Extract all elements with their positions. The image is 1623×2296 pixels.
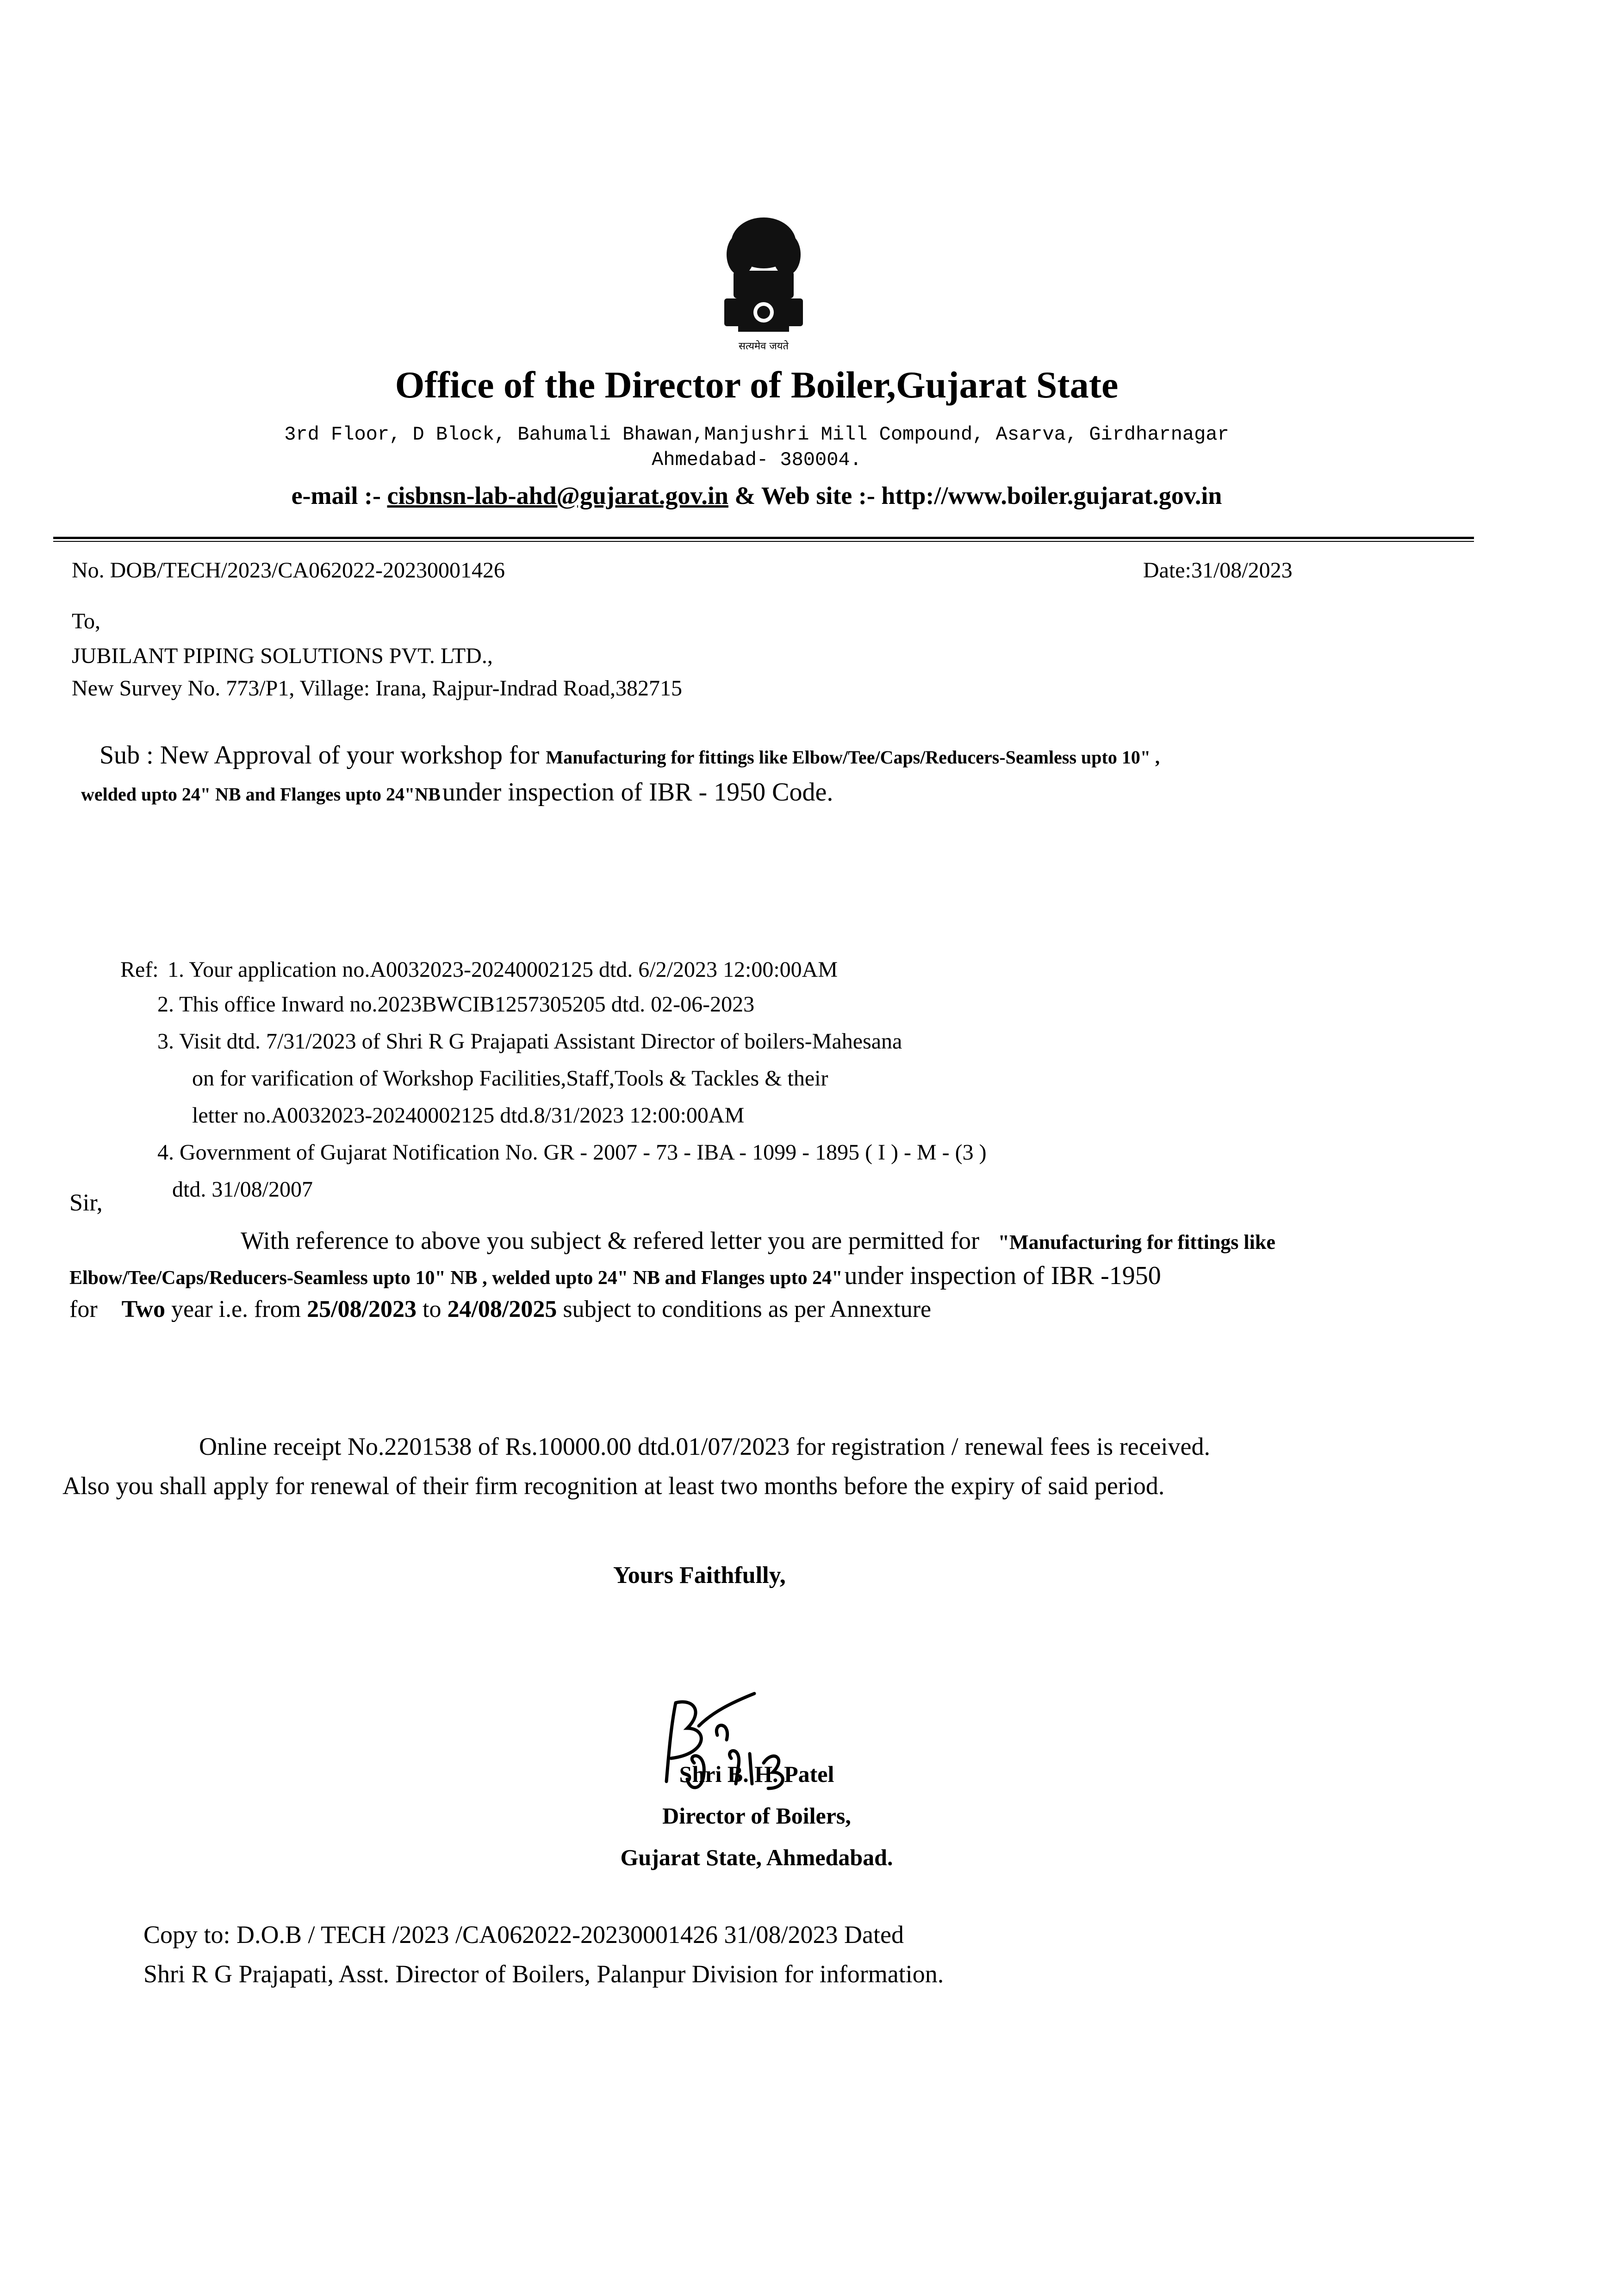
- website-link[interactable]: http://www.boiler.gujarat.gov.in: [881, 482, 1222, 509]
- closing: Yours Faithfully,: [613, 1562, 786, 1589]
- subject-lead: New Approval of your workshop for: [160, 741, 540, 769]
- emblem-motto: सत्यमेव जयते: [738, 341, 789, 352]
- salutation: Sir,: [69, 1190, 103, 1216]
- copy-to-line-1: Copy to: D.O.B / TECH /2023 /CA062022-20230001426 31/08/2023 Dated: [143, 1921, 904, 1948]
- website-label: & Web site :-: [728, 482, 882, 509]
- to-label: To,: [72, 609, 100, 633]
- body-1-to-word: to: [423, 1296, 442, 1322]
- copy-to-line-2: Shri R G Prajapati, Asst. Director of Boilers, Palanpur Division for information.: [143, 1960, 944, 1988]
- addressee-address: New Survey No. 773/P1, Village: Irana, Rajpur-Indrad Road,382715: [72, 676, 683, 701]
- body-1-for: for: [69, 1296, 98, 1322]
- body-1-lead: With reference to above you subject & refered letter you are permitted for: [241, 1227, 980, 1254]
- body-1-bold-1: "Manufacturing for fittings like: [998, 1231, 1275, 1253]
- signatory-name: Shri B. H. Patel: [679, 1761, 834, 1787]
- email-label: e-mail :-: [291, 482, 387, 509]
- body-1-from-date: 25/08/2023: [307, 1296, 417, 1322]
- ref-label: Ref:: [120, 957, 159, 982]
- header-divider: [53, 537, 1474, 542]
- body-1-yearie: year i.e. from: [171, 1296, 301, 1322]
- signatory-office: Gujarat State, Ahmedabad.: [620, 1844, 893, 1870]
- ref-item-4: 4. Government of Gujarat Notification No. GR - 2007 - 73 - IBA - 1099 - 1895 ( I ) - M - (3 ): [157, 1140, 987, 1165]
- body-1-tail-2: subject to conditions as per Annexture: [563, 1296, 932, 1322]
- ref-item-3: 3. Visit dtd. 7/31/2023 of Shri R G Prajapati Assistant Director of boilers-Mahesana: [157, 1029, 902, 1054]
- letter-date: Date:31/08/2023: [1143, 558, 1293, 583]
- signatory-designation: Director of Boilers,: [662, 1803, 851, 1829]
- ref-item-3-cont-1: on for varification of Workshop Facilities,Staff,Tools & Tackles & their: [192, 1066, 828, 1091]
- subject-label: Sub :: [99, 741, 154, 769]
- ref-item-2: 2. This office Inward no.2023BWCIB1257305205 dtd. 02-06-2023: [157, 992, 755, 1017]
- body-1-line-1: [241, 1226, 1275, 1255]
- ref-item-3-cont-2: letter no.A0032023-20240002125 dtd.8/31/2023 12:00:00AM: [192, 1103, 745, 1128]
- contact-line: [0, 481, 1513, 510]
- body-1-tail-1: under inspection of IBR -1950: [844, 1261, 1161, 1290]
- ref-item-4-cont: dtd. 31/08/2007: [172, 1177, 313, 1202]
- body-1-bold-2: Elbow/Tee/Caps/Reducers-Seamless upto 10" NB , welded upto 24" NB and Flanges upto 24": [69, 1267, 843, 1289]
- subject-bold-1: Manufacturing for fittings like Elbow/Tee/Caps/Reducers-Seamless upto 10" ,: [546, 747, 1160, 768]
- ref-item-1: 1. Your application no.A0032023-20240002125 dtd. 6/2/2023 12:00:00AM: [168, 957, 838, 982]
- letter-number: No. DOB/TECH/2023/CA062022-20230001426: [72, 558, 505, 583]
- email-link[interactable]: cisbnsn-lab-ahd@gujarat.gov.in: [387, 482, 728, 509]
- address-line-1: 3rd Floor, D Block, Bahumali Bhawan,Manjushri Mill Compound, Asarva, Girdharnagar: [284, 423, 1229, 446]
- state-emblem: [696, 211, 831, 359]
- subject-line-2: [81, 777, 833, 807]
- office-title: Office of the Director of Boiler,Gujarat State: [395, 364, 1119, 406]
- body-1-two: Two: [121, 1296, 166, 1322]
- subject-tail: under inspection of IBR - 1950 Code.: [442, 778, 833, 807]
- subject-line-1: [99, 740, 1160, 770]
- subject-bold-2: welded upto 24" NB and Flanges upto 24"NB: [81, 784, 441, 805]
- body-1-line-3: [69, 1296, 931, 1323]
- body-1-line-2: [69, 1261, 1161, 1291]
- body-2-line-1: Online receipt No.2201538 of Rs.10000.00 dtd.01/07/2023 for registration / renewal fees is received.: [199, 1433, 1210, 1460]
- addressee-name: JUBILANT PIPING SOLUTIONS PVT. LTD.,: [72, 644, 493, 668]
- body-1-to-date: 24/08/2025: [447, 1296, 557, 1322]
- address-line-2: Ahmedabad- 380004.: [652, 449, 862, 471]
- body-2-line-2: Also you shall apply for renewal of their firm recognition at least two months before the expiry of said period.: [62, 1472, 1165, 1500]
